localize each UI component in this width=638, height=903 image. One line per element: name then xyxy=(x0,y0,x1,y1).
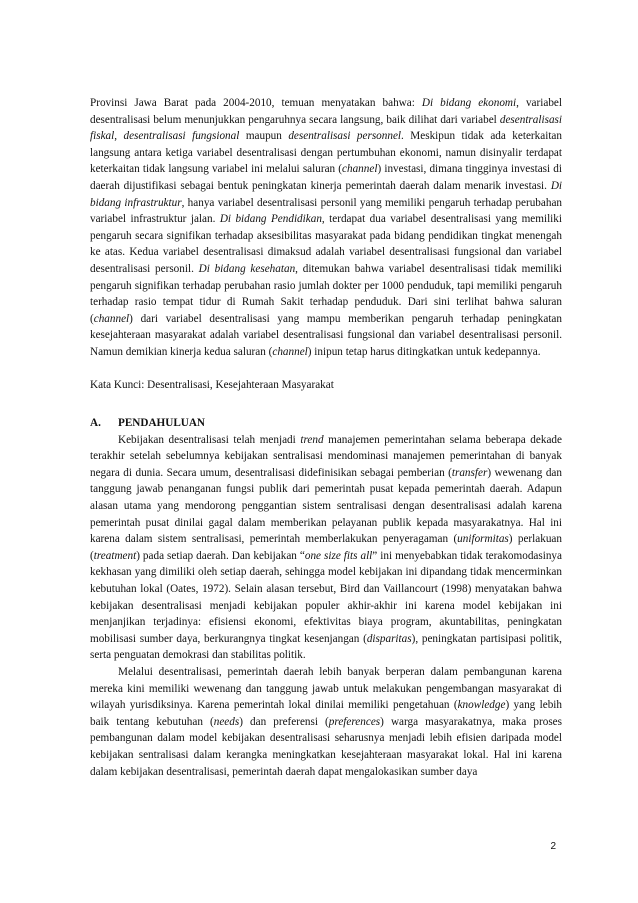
italic-term: treatment xyxy=(93,549,137,562)
text-run: ) dan preferensi ( xyxy=(239,715,329,728)
italic-term: channel xyxy=(272,345,308,358)
italic-term: trend xyxy=(300,433,324,446)
italic-term: uniformitas xyxy=(457,533,509,546)
italic-term: channel xyxy=(93,312,130,325)
italic-term: preferences xyxy=(328,715,381,728)
keywords-line: Kata Kunci: Desentralisasi, Kesejahteraan Masyarakat xyxy=(90,378,334,391)
text-run: ) inipun tetap harus ditingkatkan untuk kedepannya. xyxy=(307,345,541,358)
text-run: maupun xyxy=(239,130,289,143)
text-run: ) investasi, dimana tingginya investasi di daerah dijustifikasi sebagai bentuk peningkatan kinerja pemerintah daerah dalam menarik investasi. xyxy=(90,163,562,192)
text-run: Melalui desentralisasi, pemerintah daerah lebih banyak berperan dalam pembangunan karena mereka kini memiliki wewenang dan tanggung jawab untuk melakukan pengembangan masyarakat di wilayah yurisdiksinya. Karena pemerintah lokal dinilai memiliki pengetahuan ( xyxy=(90,666,562,712)
italic-term: Di bidang infrastruktur xyxy=(90,179,562,209)
text-run: , hanya variabel desentralisasi personil yang memiliki pengaruh terhadap perubahan variabel infrastruktur jalan. xyxy=(90,196,563,226)
text-run: ) dari variabel desentralisasi yang mampu memberikan pengaruh terhadap peningkatan kesejahteraan masyarakat adalah variabel desentralisasi fungsional dan variabel desentralisasi personil. Namun demikian kinerja kedua saluran ( xyxy=(90,312,562,358)
text-run: , xyxy=(114,130,124,143)
text-run: manajemen pemerintahan selama beberapa dekade terakhir setelah sebelumnya kebijakan sentralisasi mendominasi manajemen pemerintahan di banyak negara di dunia. Secara umum, desentralisasi didefinisikan sebagai pemberian ( xyxy=(90,433,562,479)
italic-term: desentralisasi fiskal xyxy=(90,113,562,143)
text-run: ) pada setiap daerah. Dan kebijakan “ xyxy=(136,549,305,562)
text-run: , ditemukan bahwa variabel desentralisasi tidak memiliki pengaruh signifikan terhadap perubahan rasio jumlah dokter per 1000 penduduk, tapi memiliki pengaruh terhadap rasio tempat tidur di Rumah Sakit terhadap penduduk. Dari sini terlihat bahwa saluran ( xyxy=(90,262,563,325)
italic-term: one size fits all xyxy=(304,549,373,562)
italic-term: disparitas xyxy=(366,632,412,645)
page-content xyxy=(90,95,562,780)
page-number: 2 xyxy=(550,841,556,852)
body-paragraph-2 xyxy=(90,664,562,780)
section-heading xyxy=(90,415,562,432)
text-run: ) yang lebih baik tentang kebutuhan ( xyxy=(90,699,562,728)
italic-term: Di bidang kesehatan xyxy=(198,262,296,275)
italic-term: needs xyxy=(213,715,240,728)
italic-term: transfer xyxy=(451,466,488,479)
text-run: ” ini menyebabkan tidak terakomodasinya kekhasan yang dimiliki oleh setiap daerah, sehingga model kebijakan ini dipandang tidak mencerminkan kebutuhan lokal (Oates, 1972). Selain alasan tersebut, Bird dan Vaillancourt (1998) menyatakan bahwa kebijakan desentralisasi menjadi kebijakan populer akhir-akhir ini karena model kebijakan ini menjanjikan terjadinya: efisiensi ekonomi, efektivitas biaya program, akuntabilitas, peningkatan mobilisasi sumber daya, berkurangnya tingkat kesenjangan ( xyxy=(90,549,562,645)
italic-term: knowledge xyxy=(457,699,506,712)
abstract-paragraph xyxy=(90,95,562,361)
text-run: , variabel desentralisasi belum menunjukkan pengaruhnya secara langsung, baik dilihat dari variabel xyxy=(90,97,562,126)
text-run: . Meskipun tidak ada keterkaitan langsung antara ketiga variabel desentralisasi dengan pertumbuhan ekonomi, namun disinyalir terdapat keterkaitan tidak langsung variabel ini melalui saluran ( xyxy=(90,130,562,176)
section-title: PENDAHULUAN xyxy=(118,417,206,430)
italic-term: channel xyxy=(342,163,378,176)
italic-term: desentralisasi personnel xyxy=(288,130,402,143)
section-number: A. xyxy=(90,417,101,430)
italic-term: Di bidang Pendidikan xyxy=(219,213,322,226)
text-run: , terdapat dua variabel desentralisasi yang memiliki pengaruh secara signifikan terhadap aksesibilitas masyarakat pada bidang pendidikan tingkat menengah ke atas. Kedua variabel desentralisasi dimaksud adalah variabel desentralisasi fungsional dan variabel desentralisasi personil. xyxy=(90,213,562,275)
text-run: ) perlakuan ( xyxy=(90,533,562,562)
text-run: ) warga masyarakatnya, maka proses pembangunan dalam model kebijakan desentralisasi seharusnya menjadi lebih efisien daripada model kebijakan sentralisasi dalam kerangka meningkatkan kesejahteraan masyarakat lokal. Hal ini karena dalam kebijakan desentralisasi, pemerintah daerah dapat mengalokasikan sumber daya xyxy=(90,715,563,778)
text-run: Kebijakan desentralisasi telah menjadi xyxy=(118,433,301,446)
text-run: Provinsi Jawa Barat pada 2004-2010, temuan menyatakan bahwa: xyxy=(90,97,422,109)
text-run: ) wewenang dan tanggung jawab penanganan fungsi publik dari pemerintah pusat kepada pemerintah daerah. Adapun alasan utama yang mendorong penggantian sistem sentralisasi dengan desentralisasi adalah karena pemerintah pusat dinilai gagal dalam memberikan pelayanan publik kepada masyarakatnya. Hal ini karena dalam sistem sentralisasi, pemerintah memberlakukan penyeragaman ( xyxy=(90,466,562,546)
body-paragraph-1 xyxy=(90,432,562,664)
text-run: ), peningkatan partisipasi politik, serta penguatan demokrasi dan stabilitas politik. xyxy=(90,632,562,662)
italic-term: Di bidang ekonomi xyxy=(421,97,517,109)
italic-term: desentralisasi fungsional xyxy=(123,130,240,143)
